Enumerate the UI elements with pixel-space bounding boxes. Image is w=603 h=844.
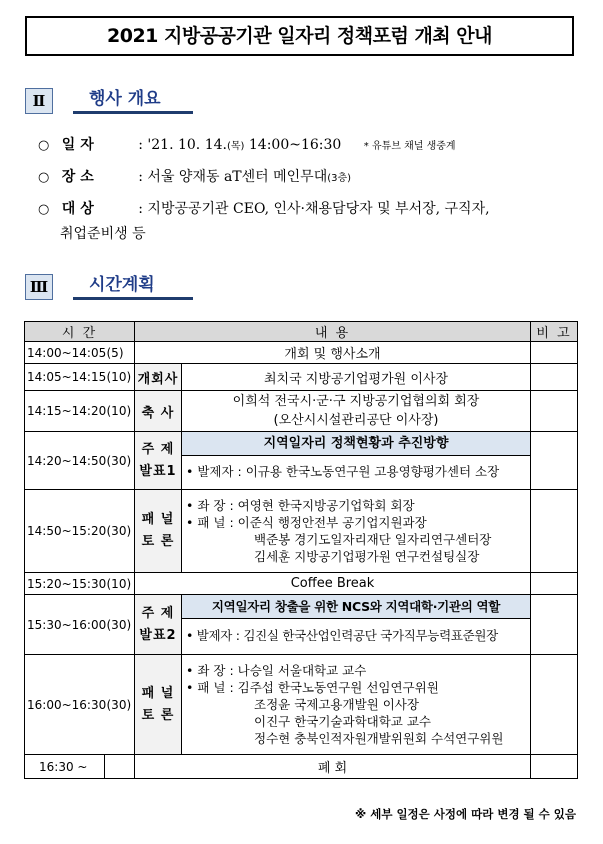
- table-header-row: [25, 322, 578, 342]
- section-schedule-header: [25, 274, 225, 300]
- content-line: (오산시시설관리공단 이사장): [273, 413, 439, 428]
- panel-line: 조정윤 국제고용개발원 이사장: [254, 697, 419, 712]
- category-cell: [135, 432, 182, 490]
- content-cell: [182, 490, 531, 573]
- table-row: [25, 573, 578, 595]
- date-value: '21. 10. 14.: [147, 137, 227, 153]
- note-cell: [531, 655, 578, 755]
- date-day: (목): [226, 141, 245, 152]
- panel-line: 김세훈 지방공기업평가원 연구컨설팅실장: [254, 549, 480, 564]
- circle-bullet-icon: ○: [38, 202, 50, 217]
- duration-cell: (5): [105, 342, 135, 364]
- info-target: ○ 대 상 : 지방공공기관 CEO, 인사·채용담당자 및 부서장, 구직자,: [38, 198, 490, 218]
- place-value: 서울 양재동 aT센터 메인무대: [147, 169, 328, 185]
- schedule-table: [24, 321, 578, 779]
- panel-line: • 패 널 : 김주섭 한국노동연구원 선임연구위원: [186, 680, 439, 695]
- duration-cell: (30): [105, 655, 135, 755]
- target-label: 대 상: [61, 201, 94, 217]
- content-cell: [182, 432, 531, 490]
- category-cell: [135, 655, 182, 755]
- header-time: 시 간: [25, 322, 135, 342]
- section-overview-header: [25, 88, 225, 114]
- time-cell: 15:20~15:30: [25, 573, 105, 595]
- chair-line: • 좌 장 : 여영현 한국지방공기업학회 회장: [186, 498, 415, 513]
- date-label: 일 자: [61, 137, 94, 153]
- panel-line: • 패 널 : 이준식 행정안전부 공기업지원과장: [186, 515, 427, 530]
- content-cell: 폐 회: [135, 755, 531, 779]
- chair-line: • 좌 장 : 나승일 서울대학교 교수: [186, 663, 367, 678]
- page-title: 2021 지방공공기관 일자리 정책포럼 개최 안내: [25, 16, 574, 56]
- table-row: [25, 342, 578, 364]
- duration-cell: [105, 755, 135, 779]
- place-label: 장 소: [61, 169, 94, 185]
- note-cell: [531, 432, 578, 490]
- info-place: ○ 장 소 : 서울 양재동 aT센터 메인무대(3층): [38, 166, 351, 186]
- duration-cell: (30): [105, 490, 135, 573]
- header-note: 비 고: [531, 322, 578, 342]
- category-cell: [135, 595, 182, 655]
- section-title: 시간계획: [73, 274, 193, 300]
- presenter-line: • 발제자 : 이규용 한국노동연구원 고용영향평가센터 소장: [186, 464, 500, 479]
- category-line: 발표1: [139, 463, 177, 479]
- header-content: 내 용: [135, 322, 531, 342]
- date-time: 14:00~16:30: [244, 137, 342, 153]
- note-cell: [531, 391, 578, 432]
- duration-cell: (10): [105, 391, 135, 432]
- circle-bullet-icon: ○: [38, 170, 50, 185]
- topic-title: 지역일자리 정책현황과 추진방향: [182, 432, 530, 456]
- content-cell: [182, 655, 531, 755]
- note-cell: [531, 573, 578, 595]
- time-cell: 14:05~14:15: [25, 364, 105, 391]
- content-cell: Coffee Break: [135, 573, 531, 595]
- panel-line: 백준봉 경기도일자리재단 일자리연구센터장: [254, 532, 492, 547]
- table-row: [25, 391, 578, 432]
- category-line: 토 론: [141, 534, 175, 549]
- duration-cell: (30): [105, 432, 135, 490]
- section-numeral: Ⅱ: [25, 88, 53, 114]
- note-cell: [531, 342, 578, 364]
- category-line: 토 론: [141, 707, 175, 723]
- content-cell: [182, 391, 531, 432]
- category-line: 패 널: [141, 685, 175, 701]
- table-row: [25, 490, 578, 573]
- category-cell: [135, 490, 182, 573]
- panel-line: 정수현 충북인적자원개발위원회 수석연구위원: [254, 731, 504, 746]
- table-row: [25, 432, 578, 490]
- time-cell: 16:30 ~: [25, 755, 105, 779]
- time-cell: 14:50~15:20: [25, 490, 105, 573]
- note-cell: [531, 595, 578, 655]
- section-title: 행사 개요: [73, 88, 193, 114]
- category-cell: 축 사: [135, 391, 182, 432]
- note-cell: [531, 364, 578, 391]
- duration-cell: (10): [105, 364, 135, 391]
- table-row: [25, 655, 578, 755]
- category-line: 발표2: [139, 627, 177, 643]
- footnote: ※ 세부 일정은 사정에 따라 변경 될 수 있음: [355, 807, 576, 821]
- category-cell: 개회사: [135, 364, 182, 391]
- place-floor: (3층): [327, 173, 352, 184]
- panel-line: 이진구 한국기술과학대학교 교수: [254, 714, 431, 729]
- target-value: 지방공공기관 CEO, 인사·채용담당자 및 부서장, 구직자,: [147, 201, 490, 217]
- duration-cell: (10): [105, 573, 135, 595]
- time-cell: 16:00~16:30: [25, 655, 105, 755]
- section-numeral: Ⅲ: [25, 274, 53, 300]
- category-line: 주 제: [141, 441, 175, 457]
- duration-cell: (30): [105, 595, 135, 655]
- table-row: [25, 755, 578, 779]
- time-cell: 14:15~14:20: [25, 391, 105, 432]
- topic-title: 지역일자리 창출을 위한 NCS와 지역대학·기관의 역할: [182, 595, 530, 619]
- category-line: 패 널: [141, 512, 175, 527]
- content-cell: 개회 및 행사소개: [135, 342, 531, 364]
- time-cell: 14:20~14:50: [25, 432, 105, 490]
- target-value-cont: 취업준비생 등: [60, 226, 146, 242]
- note-cell: [531, 490, 578, 573]
- category-line: 주 제: [141, 605, 175, 621]
- circle-bullet-icon: ○: [38, 138, 50, 153]
- content-cell: [182, 595, 531, 655]
- time-cell: 15:30~16:00: [25, 595, 105, 655]
- table-row: [25, 595, 578, 655]
- date-note: * 유튜브 채널 생중계: [363, 141, 456, 152]
- info-date: ○ 일 자 : '21. 10. 14.(목) 14:00~16:30 * 유튜브 채널 생중계: [38, 134, 456, 154]
- presenter-line: • 발제자 : 김진실 한국산업인력공단 국가직무능력표준원장: [186, 628, 498, 643]
- content-line: 이희석 전국시·군·구 지방공기업협의회 회장: [232, 394, 480, 409]
- table-row: [25, 364, 578, 391]
- time-cell: 14:00~14:05: [25, 342, 105, 364]
- note-cell: [531, 755, 578, 779]
- content-cell: 최치국 지방공기업평가원 이사장: [182, 364, 531, 391]
